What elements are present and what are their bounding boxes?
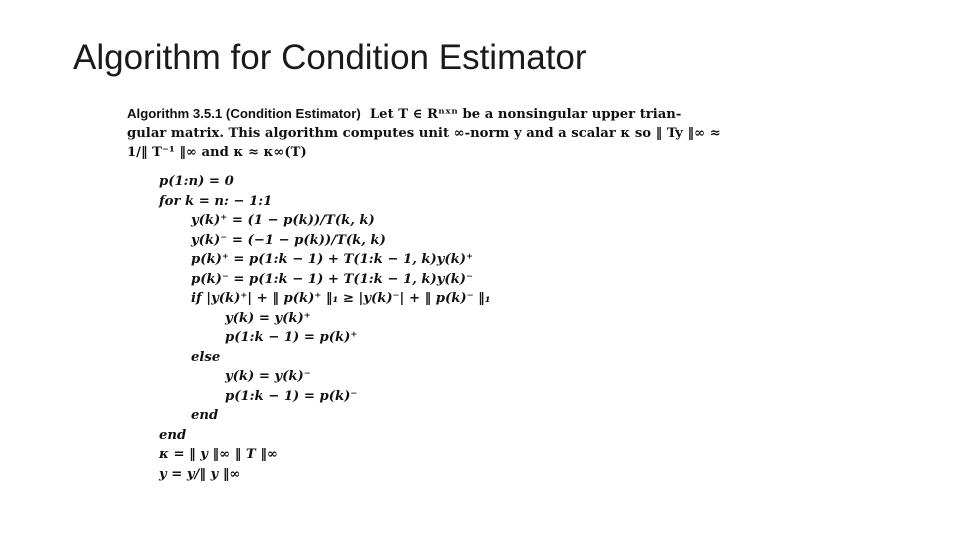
code-line-p-plus: p(k)⁺ = p(1:k − 1) + T(1:k − 1, k)y(k)⁺ (191, 252, 473, 267)
code-line-end-for: end (159, 427, 187, 443)
code-line-kappa: κ = ‖ y ‖∞ ‖ T ‖∞ (159, 447, 278, 462)
code-line-else: else (191, 349, 221, 365)
code-line-normalize-y: y = y/‖ y ‖∞ (159, 466, 241, 482)
code-line-assign-p-plus: p(1:k − 1) = p(k)⁺ (225, 330, 358, 345)
code-line-assign-y-minus: y(k) = y(k)⁻ (225, 369, 311, 384)
pseudocode (127, 172, 697, 484)
algorithm-description-line-3: 1/‖ T⁻¹ ‖∞ and κ ≈ κ∞(T) (127, 145, 307, 160)
code-line-p-minus: p(k)⁻ = p(1:k − 1) + T(1:k − 1, k)y(k)⁻ (191, 271, 473, 287)
code-line-assign-p-minus: p(1:k − 1) = p(k)⁻ (225, 388, 358, 404)
code-line-init: p(1:n) = 0 (159, 174, 234, 189)
code-line-y-minus: y(k)⁻ = (−1 − p(k))/T(k, k) (191, 232, 386, 248)
slide-title: Algorithm for Condition Estimator (73, 38, 587, 77)
algorithm-description-line-1 (127, 104, 697, 124)
code-line-end-if: end (191, 408, 219, 423)
algorithm-description (127, 104, 721, 162)
algorithm-block (127, 104, 721, 484)
code-line-y-plus: y(k)⁺ = (1 − p(k))/T(k, k) (191, 213, 375, 228)
code-line-assign-y-plus: y(k) = y(k)⁺ (225, 310, 311, 326)
code-line-if: if |y(k)⁺| + ‖ p(k)⁺ ‖₁ ≥ |y(k)⁻| + ‖ p(k)⁻ ‖₁ (191, 291, 491, 306)
algorithm-description-text-1: Let T ∈ Rⁿˣⁿ be a nonsingular upper trian- (369, 107, 682, 122)
code-line-for: for k = n: − 1:1 (159, 193, 273, 209)
algorithm-title: Algorithm 3.5.1 (Condition Estimator) (127, 106, 361, 121)
algorithm-description-line-2: gular matrix. This algorithm computes unit ∞-norm y and a scalar κ so ‖ Ty ‖∞ ≈ (127, 126, 721, 141)
